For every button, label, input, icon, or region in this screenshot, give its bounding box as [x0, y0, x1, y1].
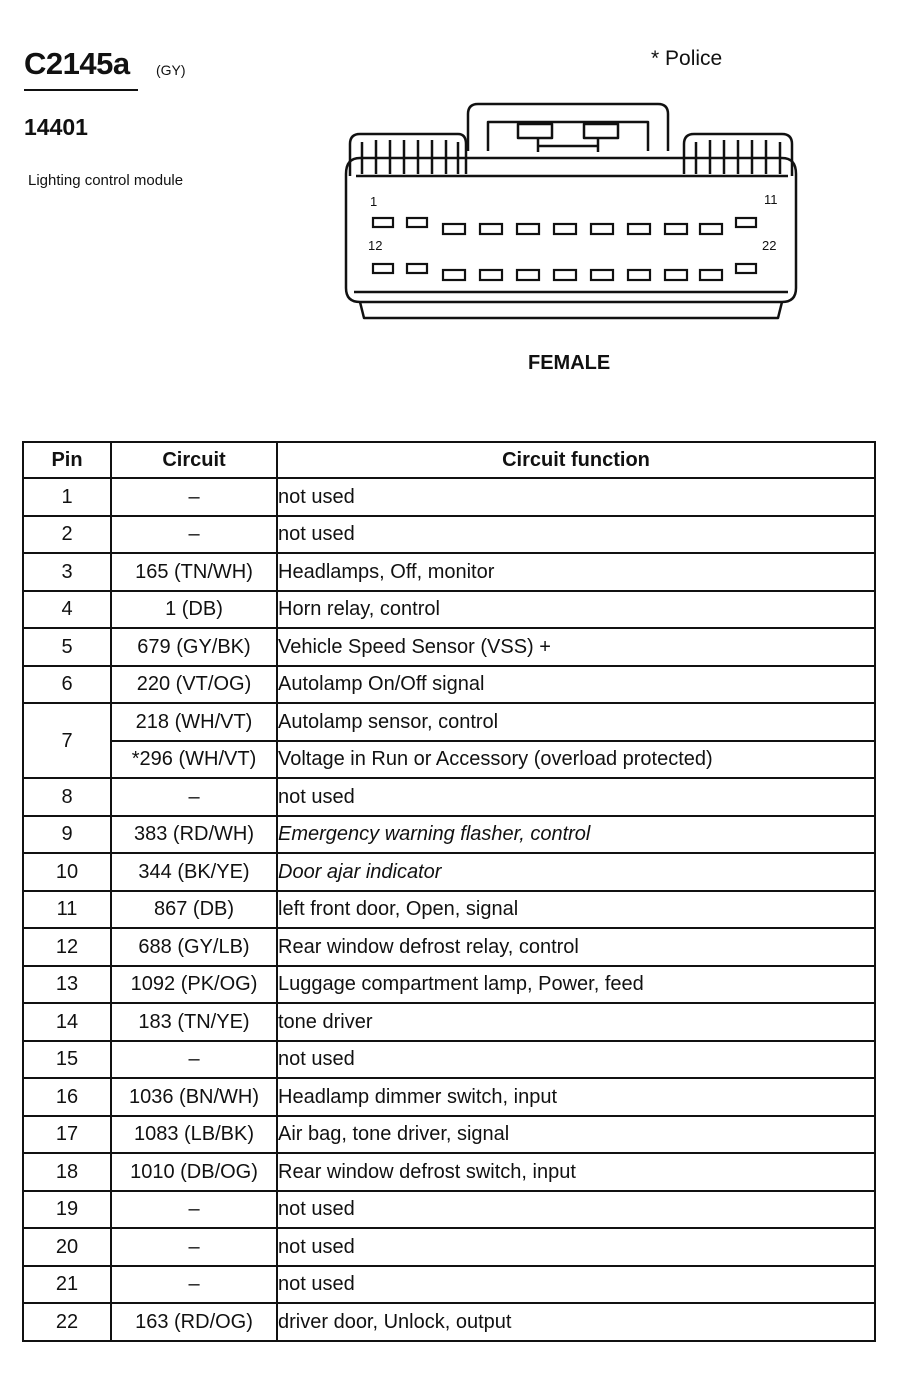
socket-21 [700, 270, 722, 280]
pin-cell: 2 [23, 516, 111, 554]
pin-cell: 8 [23, 778, 111, 816]
pin-cell: 14 [23, 1003, 111, 1041]
connector-face-diagram [330, 96, 810, 336]
socket-10 [700, 224, 722, 234]
table-row [23, 628, 875, 666]
pin-cell: 20 [23, 1228, 111, 1266]
pin-cell: 6 [23, 666, 111, 704]
circuit-cell: 1036 (BN/WH) [111, 1078, 277, 1116]
socket-15 [480, 270, 502, 280]
socket-6 [554, 224, 576, 234]
function-cell: not used [277, 516, 875, 554]
pin-cell: 12 [23, 928, 111, 966]
circuit-cell: 1092 (PK/OG) [111, 966, 277, 1004]
pinout-table [22, 441, 876, 1342]
circuit-cell: 220 (VT/OG) [111, 666, 277, 704]
function-cell: driver door, Unlock, output [277, 1303, 875, 1341]
socket-2 [407, 218, 427, 227]
pin-cell: 16 [23, 1078, 111, 1116]
table-row [23, 703, 875, 741]
socket-7 [591, 224, 613, 234]
table-row [23, 741, 875, 779]
function-cell: not used [277, 1191, 875, 1229]
alt-circuit-cell: *296 (WH/VT) [111, 741, 277, 779]
socket-8 [628, 224, 650, 234]
pin-cell: 17 [23, 1116, 111, 1154]
socket-3 [443, 224, 465, 234]
circuit-cell: – [111, 1228, 277, 1266]
function-cell: Vehicle Speed Sensor (VSS) + [277, 628, 875, 666]
pin-sockets [373, 218, 756, 280]
function-cell: Emergency warning flasher, control [277, 816, 875, 854]
socket-19 [628, 270, 650, 280]
pin-cell: 11 [23, 891, 111, 929]
function-cell: tone driver [277, 1003, 875, 1041]
function-cell: Air bag, tone driver, signal [277, 1116, 875, 1154]
pin-cell: 15 [23, 1041, 111, 1079]
table-row [23, 666, 875, 704]
table-row [23, 928, 875, 966]
circuit-cell: 688 (GY/LB) [111, 928, 277, 966]
function-cell: Luggage compartment lamp, Power, feed [277, 966, 875, 1004]
table-row [23, 553, 875, 591]
pin-cell: 7 [23, 703, 111, 778]
socket-20 [665, 270, 687, 280]
table-row [23, 1303, 875, 1341]
circuit-cell: – [111, 1191, 277, 1229]
pin-cell: 19 [23, 1191, 111, 1229]
function-cell: not used [277, 1228, 875, 1266]
part-number: 14401 [24, 114, 88, 140]
socket-12 [373, 264, 393, 273]
function-cell: Headlamps, Off, monitor [277, 553, 875, 591]
table-row [23, 591, 875, 629]
pin-cell: 5 [23, 628, 111, 666]
socket-1 [373, 218, 393, 227]
socket-14 [443, 270, 465, 280]
header-function: Circuit function [277, 442, 875, 478]
circuit-cell: 183 (TN/YE) [111, 1003, 277, 1041]
function-cell: not used [277, 478, 875, 516]
function-cell: not used [277, 1266, 875, 1304]
circuit-cell: 383 (RD/WH) [111, 816, 277, 854]
connector-gender: FEMALE [528, 352, 611, 374]
table-row [23, 853, 875, 891]
latch-window-right [584, 124, 618, 138]
header-pin: Pin [23, 442, 111, 478]
circuit-cell: 163 (RD/OG) [111, 1303, 277, 1341]
table-row [23, 1041, 875, 1079]
table-row [23, 1266, 875, 1304]
function-cell: left front door, Open, signal [277, 891, 875, 929]
function-cell: Autolamp On/Off signal [277, 666, 875, 704]
socket-18 [591, 270, 613, 280]
pin-cell: 4 [23, 591, 111, 629]
function-cell: Rear window defrost relay, control [277, 928, 875, 966]
pin-cell: 1 [23, 478, 111, 516]
circuit-cell: – [111, 1041, 277, 1079]
table-body [23, 478, 875, 1341]
circuit-cell: 679 (GY/BK) [111, 628, 277, 666]
function-cell: Autolamp sensor, control [277, 703, 875, 741]
circuit-cell: 344 (BK/YE) [111, 853, 277, 891]
table-row [23, 1228, 875, 1266]
pin-label-12: 12 [368, 238, 383, 253]
connector-color: (GY) [156, 62, 186, 78]
rib-block-left [350, 134, 466, 176]
police-footnote: * Police [651, 47, 723, 70]
pin-cell: 22 [23, 1303, 111, 1341]
socket-9 [665, 224, 687, 234]
socket-11 [736, 218, 756, 227]
housing-bottom-lip [360, 302, 782, 318]
connector-id: C2145a [24, 46, 130, 81]
function-cell: Headlamp dimmer switch, input [277, 1078, 875, 1116]
circuit-cell: – [111, 478, 277, 516]
module-name: Lighting control module [28, 172, 184, 189]
pin-label-11: 11 [764, 192, 778, 207]
socket-5 [517, 224, 539, 234]
title-underline [24, 89, 138, 91]
table-row [23, 966, 875, 1004]
table-row [23, 1191, 875, 1229]
latch-window-left [518, 124, 552, 138]
socket-16 [517, 270, 539, 280]
circuit-cell: 1010 (DB/OG) [111, 1153, 277, 1191]
function-cell: Horn relay, control [277, 591, 875, 629]
pin-label-1: 1 [370, 194, 378, 209]
circuit-cell: – [111, 778, 277, 816]
table-row [23, 1003, 875, 1041]
alt-function-cell: Voltage in Run or Accessory (overload protected) [277, 741, 875, 779]
circuit-cell: 867 (DB) [111, 891, 277, 929]
circuit-cell: – [111, 1266, 277, 1304]
pin-cell: 13 [23, 966, 111, 1004]
socket-13 [407, 264, 427, 273]
socket-22 [736, 264, 756, 273]
socket-4 [480, 224, 502, 234]
pin-cell: 21 [23, 1266, 111, 1304]
table-row [23, 516, 875, 554]
table-header-row [23, 442, 875, 478]
table-row [23, 891, 875, 929]
function-cell: Door ajar indicator [277, 853, 875, 891]
table-row [23, 816, 875, 854]
header-circuit: Circuit [111, 442, 277, 478]
circuit-cell: 218 (WH/VT) [111, 703, 277, 741]
socket-17 [554, 270, 576, 280]
function-cell: not used [277, 1041, 875, 1079]
circuit-cell: – [111, 516, 277, 554]
pin-cell: 18 [23, 1153, 111, 1191]
circuit-cell: 1 (DB) [111, 591, 277, 629]
circuit-cell: 165 (TN/WH) [111, 553, 277, 591]
table-row [23, 1078, 875, 1116]
table-row [23, 778, 875, 816]
table-row [23, 1116, 875, 1154]
pin-cell: 10 [23, 853, 111, 891]
pin-label-22: 22 [762, 238, 777, 253]
table-row [23, 478, 875, 516]
locking-tab [468, 104, 668, 151]
pin-cell: 9 [23, 816, 111, 854]
table-row [23, 1153, 875, 1191]
function-cell: not used [277, 778, 875, 816]
function-cell: Rear window defrost switch, input [277, 1153, 875, 1191]
pin-cell: 3 [23, 553, 111, 591]
circuit-cell: 1083 (LB/BK) [111, 1116, 277, 1154]
latch-bridge [538, 138, 598, 152]
